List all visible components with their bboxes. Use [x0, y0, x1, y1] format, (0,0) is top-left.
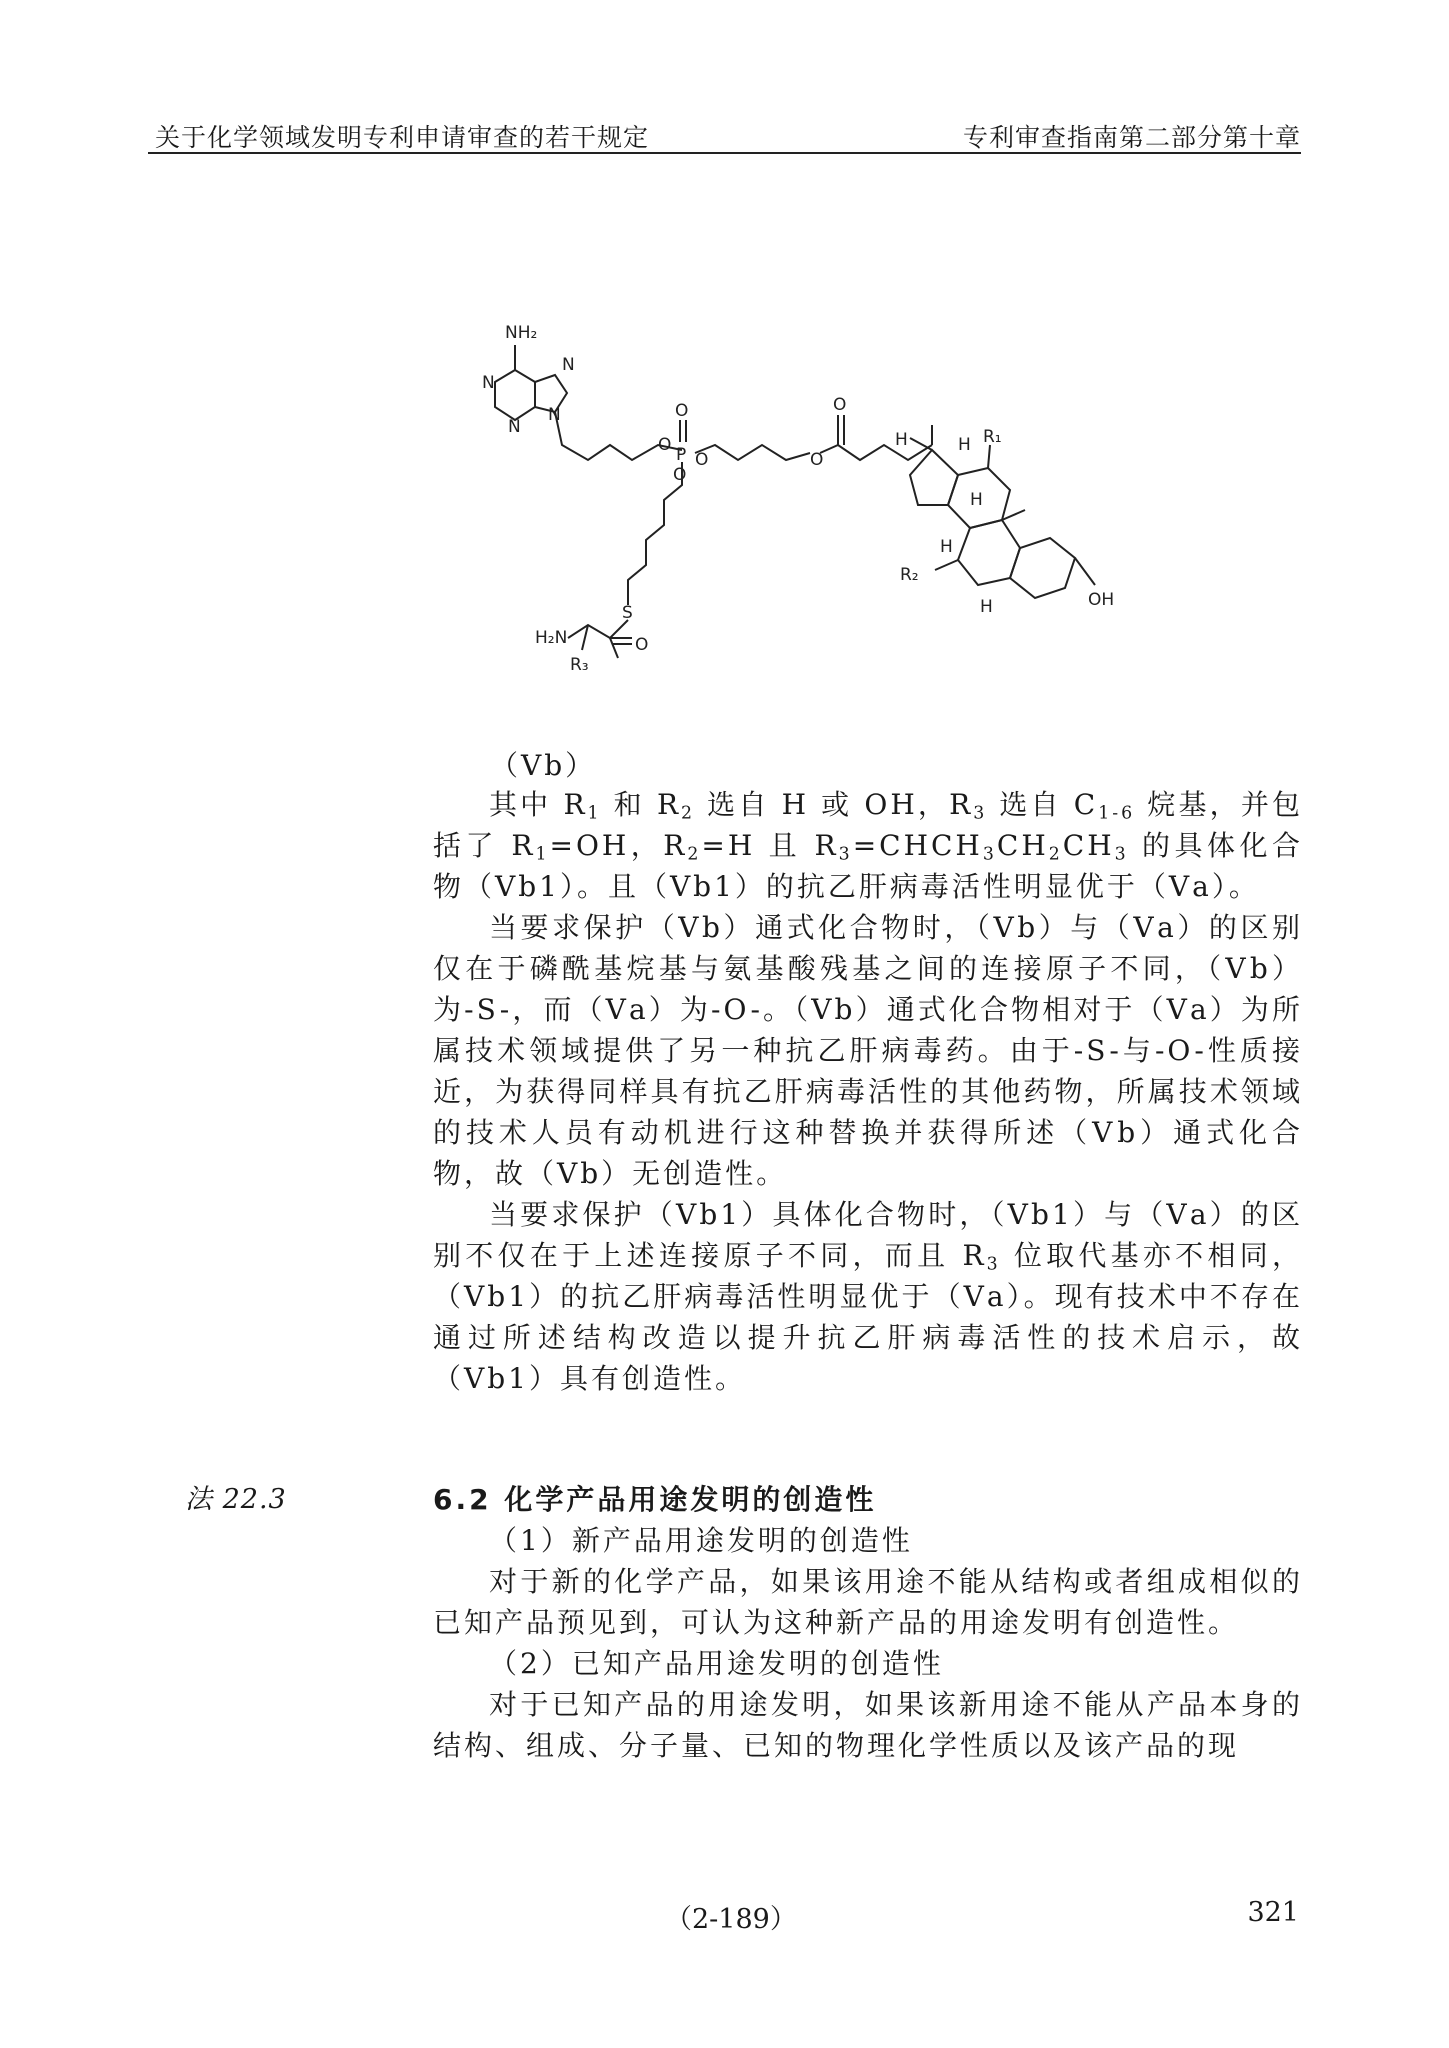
atom-h-d: H — [895, 430, 908, 450]
figure-label: （Ⅴb） — [490, 749, 597, 782]
atom-h-b: H — [940, 537, 953, 557]
paragraph-3: 当要求保护（Ⅴb1）具体化合物时，（Ⅴb1）与（Ⅴa）的区别不仅在于上述连接原子不同，而且 $R_3$ 位取代基亦不相同，（Ⅴb1）的抗乙肝病毒活性明显优于（Ⅴa）。现有技术中不存在通过所述结构改造以提升抗乙肝病毒活性的技术启示，故（Ⅴb1）具有创造性。 — [433, 1198, 1304, 1395]
margin-note-law-ref: 法 22.3 — [185, 1484, 287, 1515]
subsection-2-heading: （2）已知产品用途发明的创造性 — [489, 1647, 944, 1680]
running-header-right: 专利审查指南第二部分第十章 — [962, 123, 1301, 152]
atom-r3: R₃ — [570, 655, 589, 675]
paragraph-1: 其中 $R_1$ 和 $R_2$ 选自 H 或 OH，$R_3$ 选自 $C_{1-6}$ 烷基，并包括了 $R_1=OH$，$R_2=H$ 且 $R_3=CHCH_3CH_2CH_3$ 的具体化合物（Ⅴb1）。且（Ⅴb1）的抗乙肝病毒活性明显优于（Ⅴa）。 — [433, 788, 1304, 903]
atom-s: S — [622, 603, 633, 623]
atom-h-a: H — [980, 597, 993, 617]
footer-section-code: （2-189） — [665, 1904, 797, 1935]
section-title: 6.2 化学产品用途发明的创造性 — [433, 1483, 877, 1516]
atom-p: P — [676, 445, 687, 465]
atom-o-acid: O — [635, 635, 649, 655]
atom-o-phosphoryl: O — [675, 401, 689, 421]
paragraph-5: 对于已知产品的用途发明，如果该新用途不能从产品本身的结构、组成、分子量、已知的物理化学性质以及该产品的现 — [433, 1688, 1303, 1762]
atom-nh2: NH₂ — [505, 323, 538, 343]
atom-n9: N — [548, 405, 561, 425]
atom-n7: N — [562, 355, 575, 375]
atom-o-ether: O — [658, 435, 672, 455]
atom-o-alkyl: O — [673, 465, 687, 485]
running-header-left: 关于化学领域发明专利申请审查的若干规定 — [155, 123, 650, 152]
atom-o-phosphonate: O — [695, 450, 709, 470]
atom-n1: N — [482, 373, 495, 393]
atom-h-c: H — [958, 435, 971, 455]
paragraph-2: 当要求保护（Ⅴb）通式化合物时，（Ⅴb）与（Ⅴa）的区别仅在于磷酰基烷基与氨基酸残基之间的连接原子不同，（Ⅴb）为-S-，而（Ⅴa）为-O-。（Ⅴb）通式化合物相对于（Ⅴa）为所属技术领域提供了另一种抗乙肝病毒药。由于-S-与-O-性质接近，为获得同样具有抗乙肝病毒活性的其他药物，所属技术领域的技术人员有动机进行这种替换并获得所述（Ⅴb）通式化合物，故（Ⅴb）无创造性。 — [433, 911, 1303, 1190]
atom-o-carbonyl: O — [833, 395, 847, 415]
header-rule — [148, 152, 1301, 154]
chemical-structure-figure — [470, 320, 1150, 690]
subsection-1-heading: （1）新产品用途发明的创造性 — [489, 1524, 913, 1557]
atom-o-ester: O — [810, 450, 824, 470]
atom-r2: R₂ — [900, 565, 919, 585]
atom-oh: OH — [1088, 590, 1115, 610]
atom-r1: R₁ — [983, 427, 1002, 447]
atom-h-cb: H — [970, 490, 983, 510]
atom-h2n: H₂N — [535, 628, 568, 648]
section-text — [433, 1520, 1303, 1766]
main-text — [433, 784, 1303, 1399]
page-number: 321 — [1247, 1897, 1299, 1928]
atom-n3: N — [508, 417, 521, 437]
paragraph-4: 对于新的化学产品，如果该用途不能从结构或者组成相似的已知产品预见到，可认为这种新产品的用途发明有创造性。 — [433, 1565, 1303, 1639]
